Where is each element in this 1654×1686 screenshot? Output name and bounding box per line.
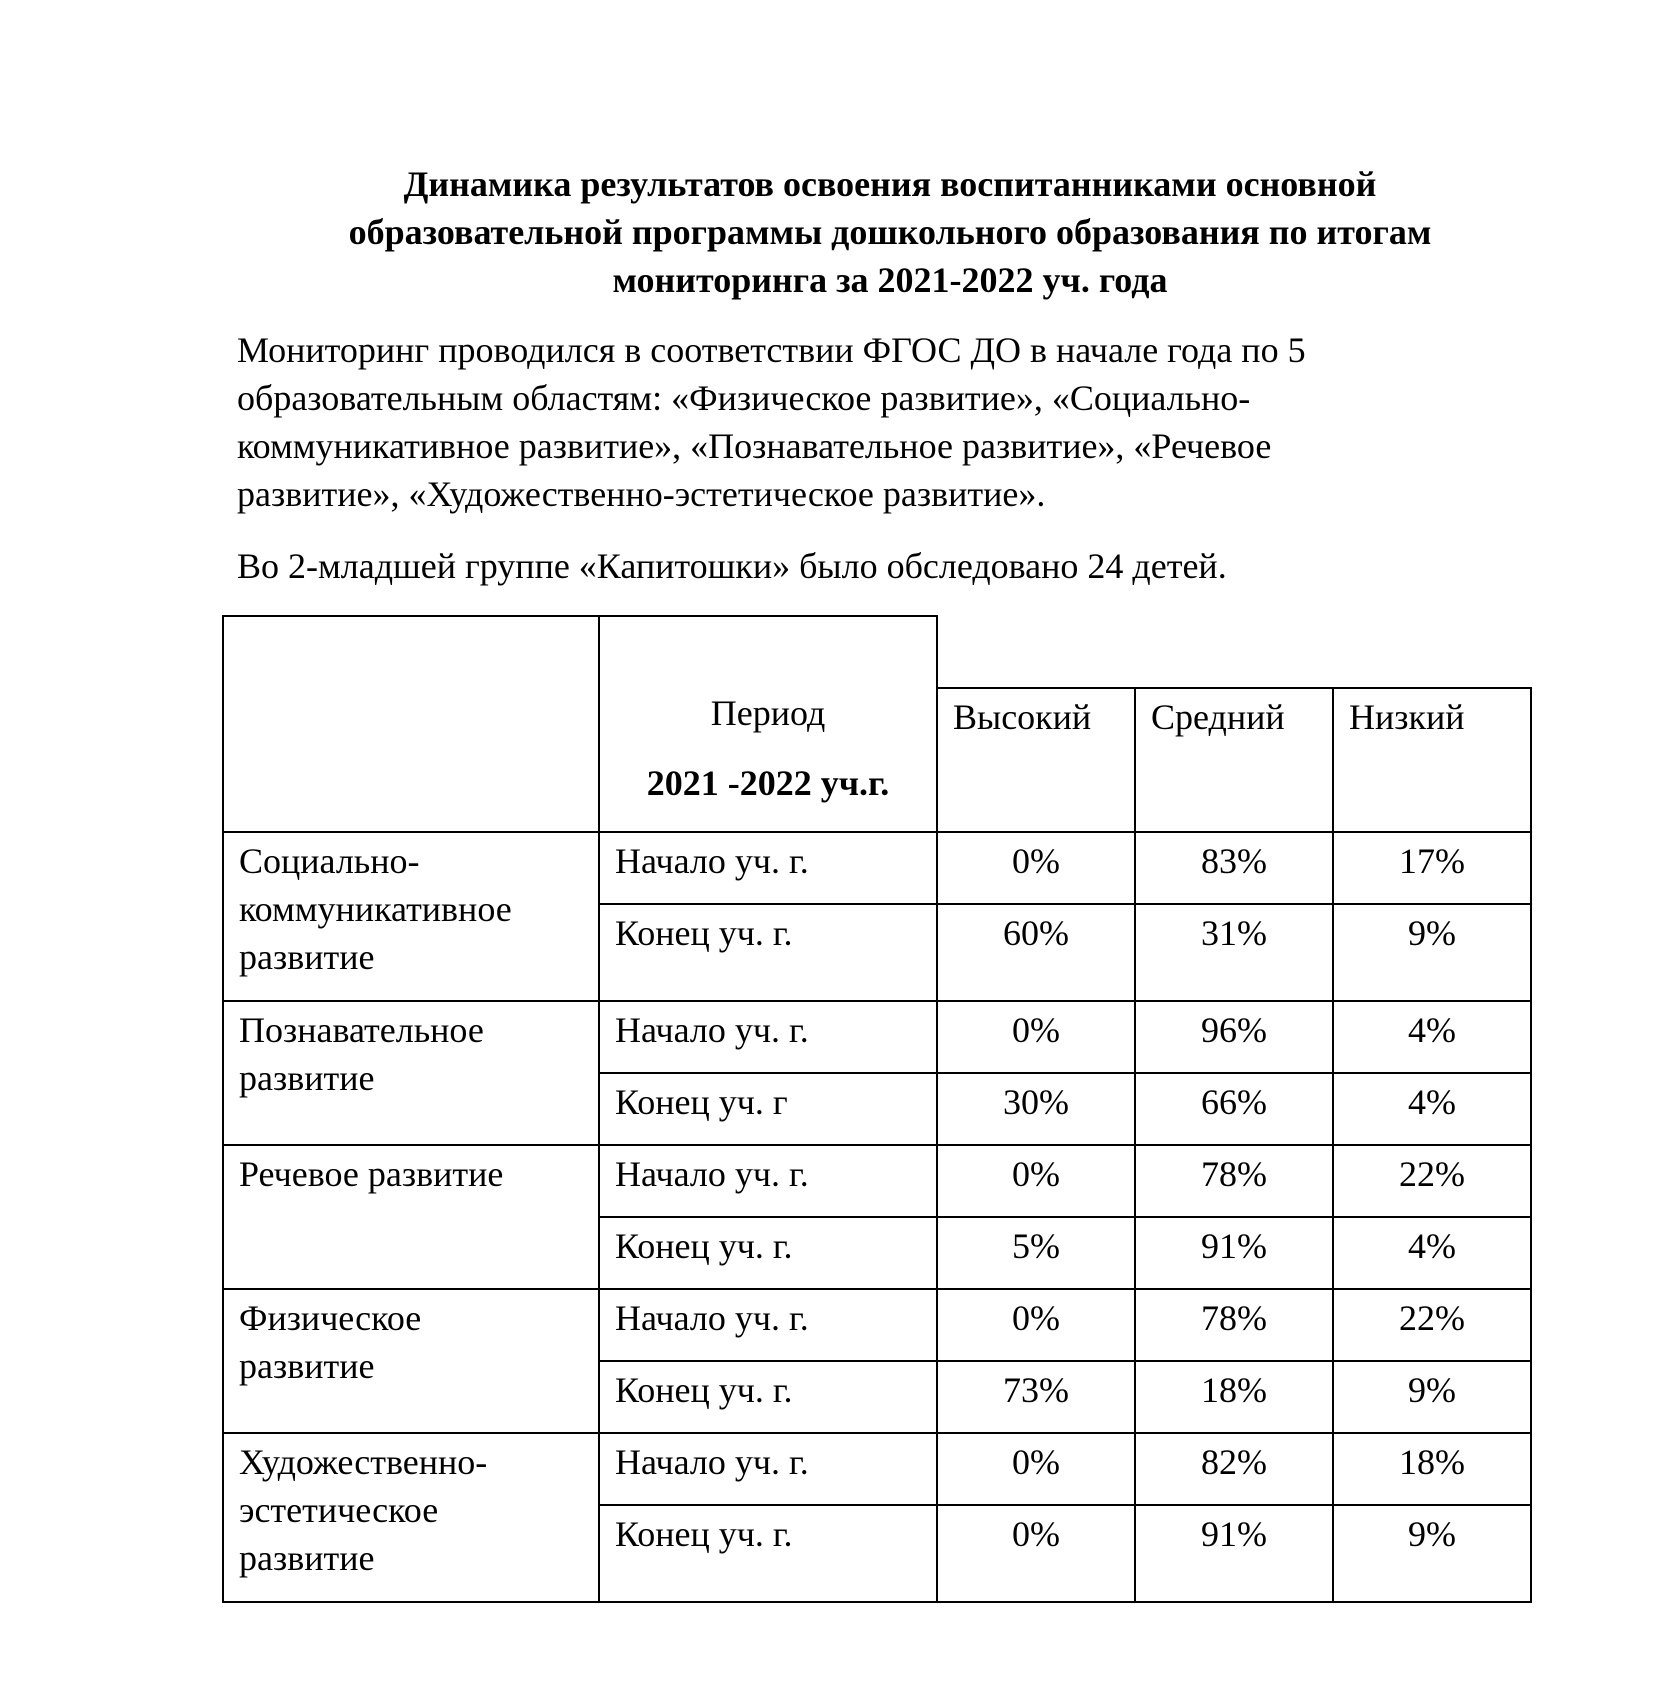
value-high-cell: 0% (937, 1433, 1135, 1505)
area-name-cell (223, 1145, 599, 1289)
value-mid-cell: 18% (1135, 1361, 1333, 1433)
area-name-cell (223, 832, 599, 1001)
value-low-cell: 9% (1333, 1361, 1531, 1433)
value-high-cell: 0% (937, 1505, 1135, 1602)
header-spacer-row (223, 616, 1531, 688)
table-row (223, 1145, 1531, 1217)
header-empty-cell (223, 616, 599, 832)
value-low-cell: 17% (1333, 832, 1531, 904)
period-cell: Конец уч. г. (599, 1505, 937, 1602)
value-mid-cell: 78% (1135, 1289, 1333, 1361)
period-cell: Начало уч. г. (599, 832, 937, 904)
area-name-line: развитие (239, 1538, 375, 1578)
value-high-cell: 0% (937, 1145, 1135, 1217)
intro-line: коммуникативное развитие», «Познавательное развитие», «Речевое (237, 426, 1272, 466)
group-note: Во 2-младшей группе «Капитошки» было обследовано 24 детей. (237, 546, 1227, 586)
value-high-cell: 73% (937, 1361, 1135, 1433)
value-high-cell: 0% (937, 832, 1135, 904)
table-row (223, 1001, 1531, 1073)
area-name-line: развитие (239, 1346, 375, 1386)
period-years: 2021 -2022 уч.г. (646, 763, 890, 803)
header-level-low: Низкий (1333, 688, 1531, 832)
area-name-line: Социально- (239, 841, 420, 881)
value-mid-cell: 96% (1135, 1001, 1333, 1073)
value-low-cell: 22% (1333, 1289, 1531, 1361)
title-line: мониторинга за 2021-2022 уч. года (612, 260, 1168, 300)
area-name-line: Физическое (239, 1298, 422, 1338)
header-period-cell (599, 616, 937, 832)
value-mid-cell: 91% (1135, 1217, 1333, 1289)
period-cell: Конец уч. г. (599, 1361, 937, 1433)
header-gap (937, 616, 1531, 688)
intro-line: образовательным областям: «Физическое развитие», «Социально- (237, 378, 1251, 418)
table-row (223, 1289, 1531, 1361)
value-mid-cell: 91% (1135, 1505, 1333, 1602)
title-line: Динамика результатов освоения воспитанниками основной (403, 164, 1377, 204)
period-cell: Конец уч. г. (599, 904, 937, 1001)
value-high-cell: 5% (937, 1217, 1135, 1289)
area-name-line: коммуникативное (239, 889, 512, 929)
table-row (223, 1433, 1531, 1505)
value-low-cell: 9% (1333, 904, 1531, 1001)
period-cell: Начало уч. г. (599, 1001, 937, 1073)
area-name-line: развитие (239, 1058, 375, 1098)
value-low-cell: 18% (1333, 1433, 1531, 1505)
value-low-cell: 4% (1333, 1073, 1531, 1145)
area-name-line: Художественно- (239, 1442, 488, 1482)
document-title (260, 160, 1520, 304)
intro-line: Мониторинг проводился в соответствии ФГОС ДО в начале года по 5 (237, 330, 1306, 370)
period-label: Период (710, 693, 826, 733)
value-low-cell: 4% (1333, 1217, 1531, 1289)
intro-line: развитие», «Художественно-эстетическое развитие». (237, 474, 1046, 514)
value-low-cell: 9% (1333, 1505, 1531, 1602)
value-mid-cell: 66% (1135, 1073, 1333, 1145)
value-low-cell: 4% (1333, 1001, 1531, 1073)
area-name-line: Речевое развитие (239, 1154, 504, 1194)
period-cell: Конец уч. г. (599, 1217, 937, 1289)
results-table (222, 615, 1532, 1603)
value-high-cell: 0% (937, 1001, 1135, 1073)
area-name-line: развитие (239, 937, 375, 977)
value-high-cell: 30% (937, 1073, 1135, 1145)
value-mid-cell: 31% (1135, 904, 1333, 1001)
area-name-line: Познавательное (239, 1010, 484, 1050)
period-cell: Начало уч. г. (599, 1145, 937, 1217)
period-cell: Конец уч. г (599, 1073, 937, 1145)
header-level-mid: Средний (1135, 688, 1333, 832)
area-name-cell (223, 1433, 599, 1602)
period-cell: Начало уч. г. (599, 1289, 937, 1361)
intro-paragraph (237, 326, 1437, 518)
header-level-high: Высокий (937, 688, 1135, 832)
period-cell: Начало уч. г. (599, 1433, 937, 1505)
value-mid-cell: 82% (1135, 1433, 1333, 1505)
area-name-cell (223, 1289, 599, 1433)
value-mid-cell: 78% (1135, 1145, 1333, 1217)
area-name-line: эстетическое (239, 1490, 439, 1530)
value-low-cell: 22% (1333, 1145, 1531, 1217)
table-row (223, 832, 1531, 904)
value-high-cell: 60% (937, 904, 1135, 1001)
value-high-cell: 0% (937, 1289, 1135, 1361)
results-table-body (223, 616, 1531, 1602)
area-name-cell (223, 1001, 599, 1145)
value-mid-cell: 83% (1135, 832, 1333, 904)
title-line: образовательной программы дошкольного образования по итогам (348, 212, 1432, 252)
